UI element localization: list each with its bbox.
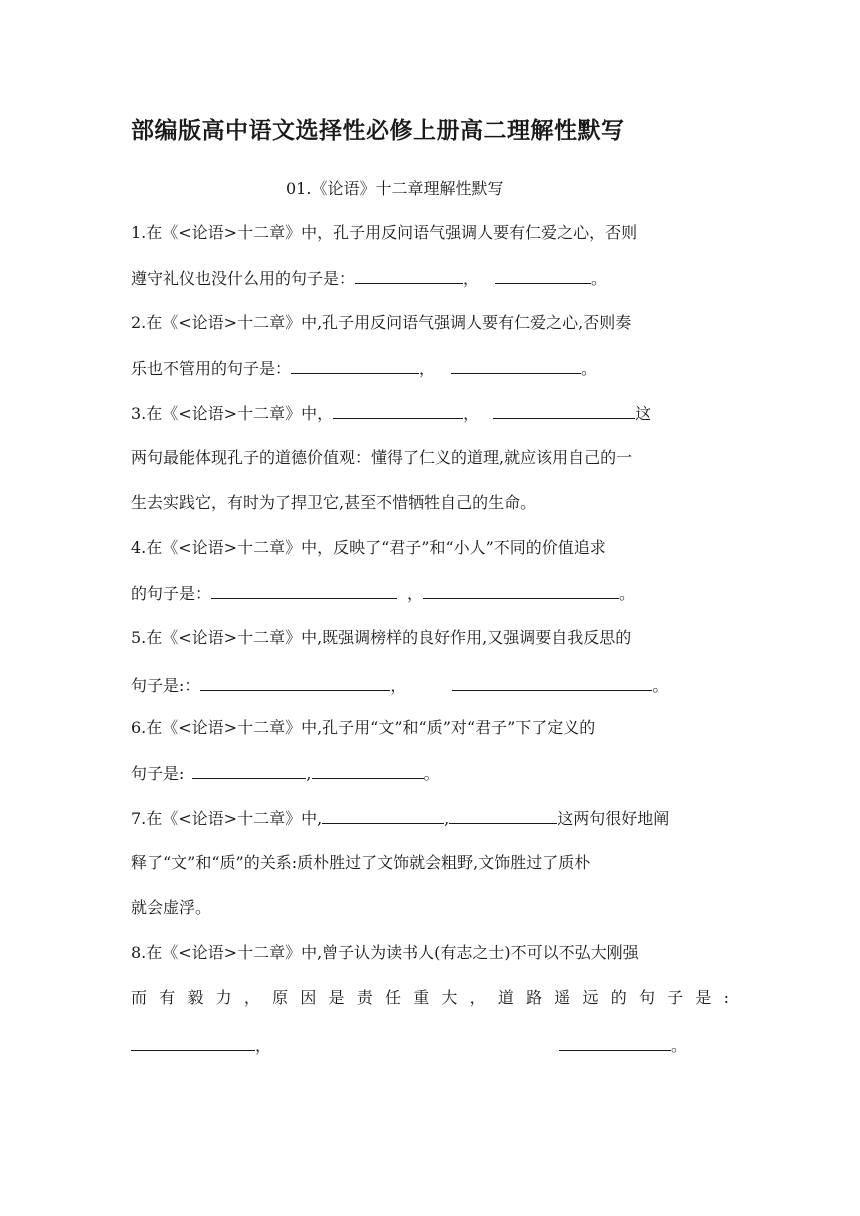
answer-blank[interactable] [493, 402, 635, 419]
question-text: 在《<论语>十二章》中，孔子用反问语气强调人要有仁爱之心，否则 [146, 223, 638, 242]
end-mark: 。 [619, 584, 636, 603]
question-3-line-1 [131, 402, 651, 425]
end-mark: 。 [591, 269, 608, 288]
question-7-line-3 [131, 897, 211, 919]
answer-blank[interactable] [200, 674, 390, 691]
question-number: 2. [131, 313, 147, 332]
answer-blank[interactable] [333, 402, 463, 419]
answer-blank[interactable] [449, 807, 557, 824]
question-char: 的 [610, 988, 627, 1007]
question-text: 就会虚浮。 [131, 898, 212, 917]
question-1-line-1 [131, 222, 637, 244]
question-char: 力 [215, 988, 232, 1007]
question-4-line-1 [131, 537, 606, 559]
question-number: 8. [131, 943, 147, 962]
question-8-line-2 [131, 987, 729, 1009]
answer-blank[interactable] [452, 674, 652, 691]
separator: ， [407, 584, 424, 603]
answer-blank[interactable] [355, 267, 463, 284]
question-number: 1. [131, 223, 147, 242]
separator: ， [419, 359, 436, 378]
question-char: : [723, 988, 729, 1007]
question-char: 道 [497, 988, 514, 1007]
question-char: 而 [131, 988, 148, 1007]
question-2-line-2 [131, 357, 597, 380]
question-char: 毅 [187, 988, 204, 1007]
end-mark: 。 [581, 359, 598, 378]
end-mark: 。 [671, 1036, 688, 1055]
question-char: 重 [413, 988, 430, 1007]
question-text: 的句子是： [131, 584, 212, 603]
question-char: 是 [695, 988, 712, 1007]
question-text: 在《<论语>十二章》中,孔子用“文”和“质”对“君子”下了定义的 [146, 718, 596, 737]
question-text: 在《<论语>十二章》中, [146, 809, 323, 828]
question-char: 任 [384, 988, 401, 1007]
question-text: 句子是: [131, 764, 185, 783]
question-5-line-1 [131, 627, 631, 649]
question-char: 因 [300, 988, 317, 1007]
question-char: 遥 [554, 988, 571, 1007]
question-text: 在《<论语>十二章》中,既强调榜样的良好作用,又强调要自我反思的 [146, 628, 632, 647]
question-number: 3. [131, 404, 147, 423]
answer-blank[interactable] [559, 1034, 671, 1051]
end-mark: 。 [423, 764, 440, 783]
question-text: 在《<论语>十二章》中,孔子用反问语气强调人要有仁爱之心,否则奏 [146, 313, 632, 332]
section-title: 01.《论语》十二章理解性默写 [286, 179, 504, 198]
question-char: 是 [328, 988, 345, 1007]
question-7-line-2 [131, 852, 590, 874]
question-1-line-2 [131, 267, 607, 290]
question-8-line-1 [131, 942, 639, 964]
answer-blank[interactable] [291, 357, 419, 374]
answer-blank[interactable] [312, 762, 424, 779]
separator: ， [463, 269, 480, 288]
question-char: 有 [159, 988, 176, 1007]
answer-blank[interactable] [451, 357, 581, 374]
answer-blank[interactable] [192, 762, 306, 779]
separator: ， [390, 676, 407, 695]
document-title: 部编版高中语文选择性必修上册高二理解性默写 [131, 118, 625, 144]
question-5-line-2 [131, 674, 668, 697]
question-number: 5. [131, 628, 147, 647]
question-text: 在《<论语>十二章》中，反映了“君子”和“小人”不同的价值追求 [146, 538, 606, 557]
question-char: 路 [526, 988, 543, 1007]
separator: , [306, 764, 312, 783]
question-char: 大 [441, 988, 458, 1007]
question-2-line-1 [131, 312, 631, 334]
question-char: 远 [582, 988, 599, 1007]
answer-blank[interactable] [211, 582, 397, 599]
question-text: 生去实践它，有时为了捍卫它,甚至不惜牺牲自己的生命。 [131, 493, 537, 512]
end-mark: 。 [652, 676, 669, 695]
question-number: 7. [131, 809, 147, 828]
answer-blank[interactable] [423, 582, 619, 599]
question-char: ， [243, 988, 260, 1007]
question-text: 这 [635, 404, 652, 423]
question-text: 这两句很好地阐 [557, 809, 670, 828]
answer-blank[interactable] [322, 807, 444, 824]
question-8-line-3 [131, 1034, 687, 1057]
answer-blank[interactable] [495, 267, 591, 284]
answer-blank[interactable] [131, 1034, 255, 1051]
question-text: 在《<论语>十二章》中， [146, 404, 334, 423]
question-text: 句子是:： [131, 676, 201, 695]
separator: , [444, 809, 450, 828]
question-number: 6. [131, 718, 147, 737]
question-3-line-2 [131, 447, 632, 469]
question-char: 句 [638, 988, 655, 1007]
question-text: 两句最能体现孔子的道德价值观：懂得了仁义的道理,就应该用自己的一 [131, 448, 633, 467]
question-6-line-1 [131, 717, 595, 739]
question-char: 责 [356, 988, 373, 1007]
question-3-line-3 [131, 492, 536, 514]
question-text: 释了“文”和“质”的关系:质朴胜过了文饰就会粗野,文饰胜过了质朴 [131, 853, 591, 872]
question-char: 子 [667, 988, 684, 1007]
question-7-line-1 [131, 807, 669, 830]
separator: ， [463, 404, 480, 423]
question-char: 原 [272, 988, 289, 1007]
question-text: 在《<论语>十二章》中,曾子认为读书人(有志之士)不可以不弘大刚强 [146, 943, 639, 962]
question-char: ， [469, 988, 486, 1007]
question-6-line-2 [131, 762, 440, 785]
question-number: 4. [131, 538, 147, 557]
question-text: 遵守礼仪也没什么用的句子是： [131, 269, 356, 288]
question-4-line-2 [131, 582, 635, 605]
question-text: 乐也不管用的句子是： [131, 359, 292, 378]
separator: ， [255, 1036, 272, 1055]
